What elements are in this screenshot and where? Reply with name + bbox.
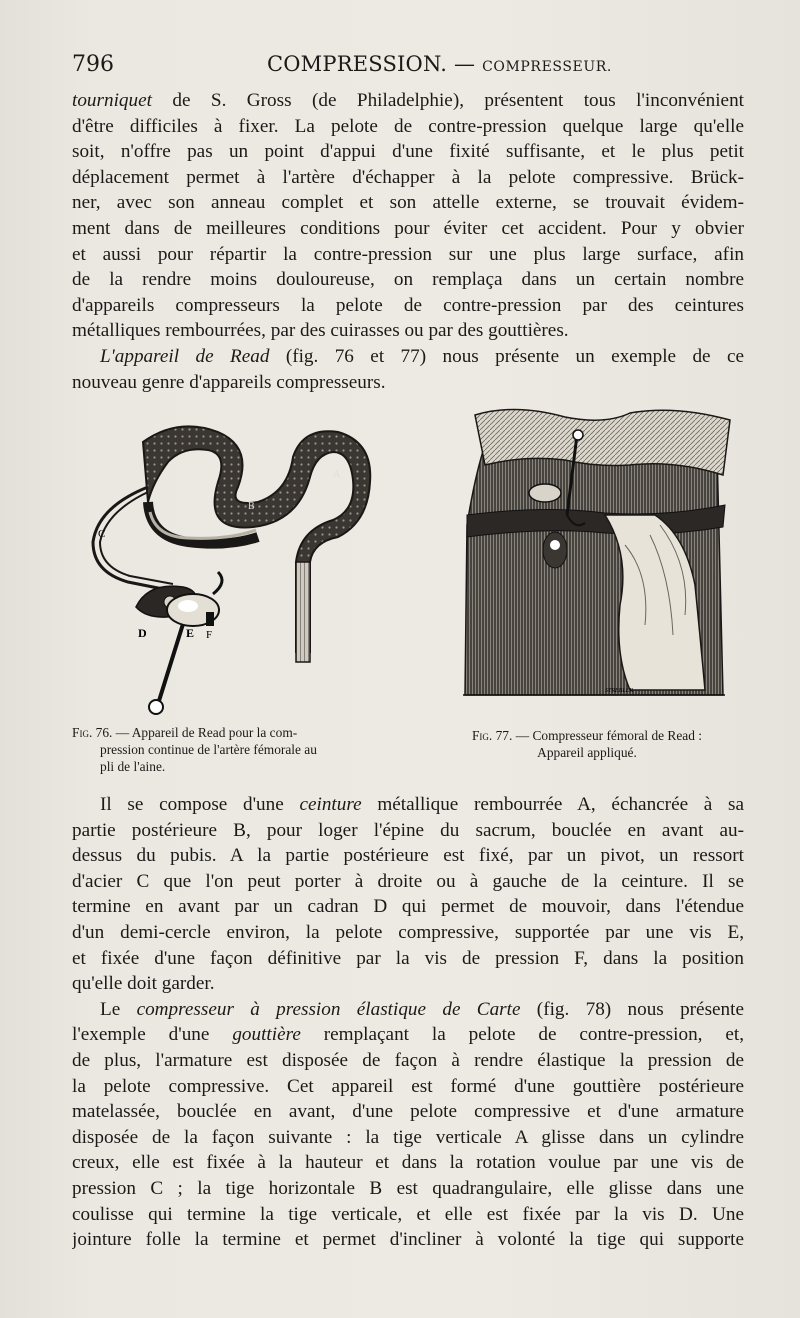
fig77-label: Fig. 77. [471,728,513,743]
running-subtitle: COMPRESSEUR. [482,59,612,75]
text-line: disposée de la façon suivante : la tige verticale A glisse dans un cylindre [72,1126,744,1148]
fig76-letter-e: E [186,626,195,640]
figure-76-read-apparatus [88,412,388,717]
text-line: d'acier C que l'on peut porter à droite ou à gauche de la ceinture. Il se [72,870,744,892]
text-line: pression C ; la tige horizontale B est quadrangulaire, elle glisse dans une [72,1177,744,1199]
fig76-letter-b: B [248,501,255,512]
text-line: dessus du pubis. A la partie postérieure est fixé, par un pivot, un ressort [72,845,744,867]
text-line: matelassée, bouclée en avant, d'une pelote compressive et d'une armature [72,1101,744,1123]
text-line: ner, avec son anneau complet et son attelle externe, se trouvait évidem- [72,192,744,214]
text-line: creux, elle est fixée à la hauteur et dans la rotation voulue par une vis de [72,1152,744,1174]
fig77-engraver: STREBLER [605,688,633,694]
text-line: L'appareil de Read (fig. 76 et 77) nous présente un exemple de ce [100,345,744,367]
text-line: soit, n'offre pas un point d'appui d'une fixité suffisante, et le plus petit [72,141,744,163]
figure-77-caption [437,727,737,761]
fig76-caption-l1: — Appareil de Read pour la com- [112,725,298,740]
text-line: de plus, l'armature est disposée de façon à rendre élastique la pression de [72,1049,744,1071]
text-line: la pelote compressive. Cet appareil est formé d'une gouttière postérieure [72,1075,744,1097]
fig76-letter-f: F [206,629,213,641]
fig76-label: Fig. 76. [72,725,113,740]
page-header [72,52,744,82]
text-line: l'exemple d'une gouttière remplaçant la pelote de contre-pression, et, [72,1024,744,1046]
text-line: tourniquet de S. Gross (de Philadelphie), présentent tous l'inconvénient [72,90,744,111]
text-line: termine en avant par un cadran D qui permet de mouvoir, dans l'étendue [72,896,744,918]
running-title: COMPRESSION. [267,52,448,76]
text-line: Il se compose d'une ceinture métallique rembourrée A, échancrée à sa [100,794,744,815]
text-line: d'appareils compresseurs la pelote de contre-pression par des ceintures [72,294,744,316]
fig77-caption-l2: Appareil appliqué. [537,745,637,760]
text-line: jointure folle la termine et permet d'incliner à volonté la tige qui supporte [72,1229,744,1251]
text-line: nouveau genre d'appareils compresseurs. [72,371,386,393]
text-line: coulisse qui termine la tige verticale, et elle est fixée par la vis D. Une [72,1203,744,1225]
running-dash: — [453,52,476,76]
text-line: ment dans de meilleures conditions pour éviter cet accident. Pour y obvier [72,217,744,239]
running-head [267,52,612,76]
fig76-caption-l3: pli de l'aine. [100,759,166,774]
text-block-top [72,88,744,395]
fig76-letter-a: A [333,469,341,480]
figure-77-applied-apparatus [455,405,740,705]
fig76-letter-d: D [138,626,147,640]
fig77-caption-l1: — Compresseur fémoral de Read : [512,728,703,743]
fig76-letter-c: C [98,528,106,540]
text-line: d'être difficiles à fixer. La pelote de contre-pression quelque large qu'elle [72,115,744,137]
page-number: 796 [72,52,114,77]
text-line: de la rendre moins douloureuse, on remplaça dans un certain nombre [72,269,744,291]
text-line: Le compresseur à pression élastique de Carte (fig. 78) nous présente [100,998,744,1020]
text-line: qu'elle doit garder. [72,973,215,995]
text-line: déplacement permet à l'artère d'échapper à la pelote compressive. Brück- [72,166,744,188]
text-line: et aussi pour répartir la contre-pression sur une plus large surface, afin [72,243,744,265]
text-line: d'un demi-cercle environ, la pelote compressive, supportée par une vis E, [72,921,744,943]
fig76-caption-l2: pression continue de l'artère fémorale au [100,742,317,757]
text-line: et fixée d'une façon définitive par la vis de pression F, dans la position [72,947,744,969]
text-block-bottom [72,792,744,1253]
figure-76-caption [72,724,407,775]
text-line: partie postérieure B, pour loger l'épine du sacrum, bouclée en avant au- [72,819,744,841]
text-line: métalliques rembourrées, par des cuirasses ou par des gouttières. [72,320,569,342]
